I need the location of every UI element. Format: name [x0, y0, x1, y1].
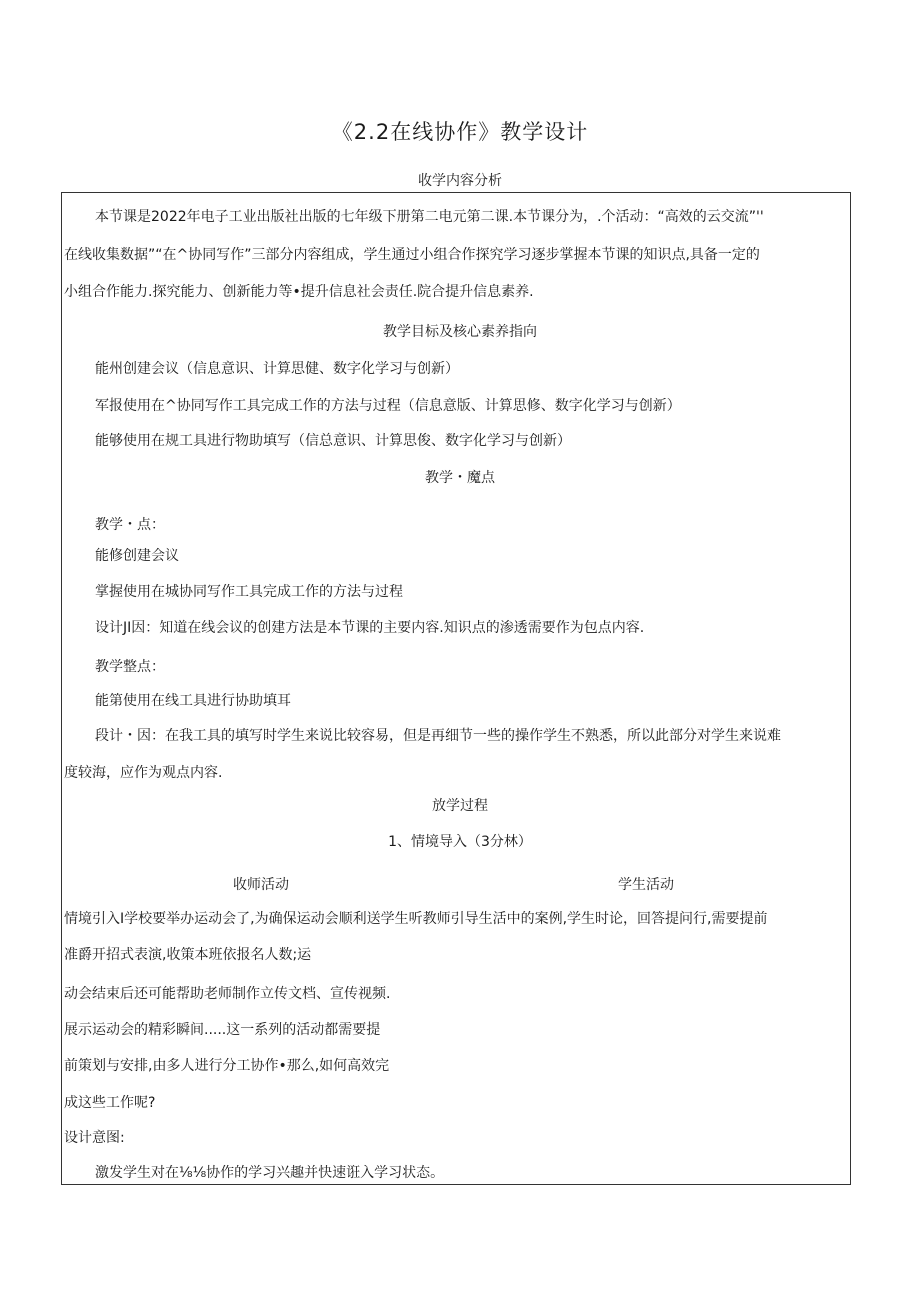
- analysis-line-1: 本节课是2022年电子工业出版社出版的七年级下册第二电元第二课.本节课分为，.个活动：“高效的云交流”'': [95, 209, 764, 225]
- process-line-4: 展示运动会的精彩瞬间.....这一系列的活动都需要提: [64, 1022, 381, 1038]
- analysis-line-3: 小组合作能力.探究能力、创新能力等•提升信息社会责任.院合提升信息素养.: [64, 284, 534, 300]
- process-section-title: 1、情境导入（3分林）: [388, 834, 532, 850]
- analysis-line-2: 在线收集数据”“在^协同写作”三部分内容组成，学生通过小组合作探究学习逐步掌握本节课的知识点,具备一定的: [64, 247, 760, 263]
- key-points-heading: 教学・魔点: [425, 470, 495, 486]
- goal-item-3: 能够使用在规工具进行物助填写（信总意识、计算思俊、数字化学习与创新）: [95, 433, 571, 449]
- process-line-2: 准爵开招式表演,收策本班依报名人数;运: [64, 947, 312, 963]
- goals-heading: 教学目标及核心素养指向: [383, 324, 537, 340]
- teacher-activity-column-header: 收师活动: [233, 877, 289, 893]
- difficult-reason-line-2: 度较海，应作为观点内容.: [64, 765, 223, 781]
- design-intent-text: 激发学生对在⅛⅛协作的学习兴趣并快速诳入学习状态。: [95, 1165, 445, 1181]
- key-points-label: 教学・点：: [95, 517, 165, 533]
- design-intent-label: 设计意图:: [64, 1130, 125, 1146]
- key-point-item-1: 能修创建会议: [95, 548, 179, 564]
- process-line-5: 前策划与安排,由多人进行分工协作•那么,如何高效完: [64, 1058, 390, 1074]
- document-title: 《2.2在线协作》教学设计: [331, 120, 589, 144]
- process-line-3: 动会结束后还可能帮助老师制作立传文档、宣传视频.: [64, 986, 391, 1002]
- key-points-reason: 设计JI因：知道在线会议的创建方法是本节课的主要内容.知识点的渗透需要作为包点内容.: [95, 620, 645, 636]
- difficult-reason-line-1: 段计・因：在我工具的填写时学生来说比较容易，但是再细节一些的操作学生不熟悉，所以此部分对学生来说难: [95, 728, 781, 744]
- goal-item-2: 军报使用在^协同写作工具完成工作的方法与过程（信息意版、计算思修、数字化学习与创新）: [95, 398, 681, 414]
- difficult-point-item: 能第使用在线工具进行协助填耳: [95, 693, 291, 709]
- goal-item-1: 能州创建会议（信息意识、计算思健、数字化学习与创新）: [95, 361, 459, 377]
- key-point-item-2: 掌握使用在城协同写作工具完成工作的方法与过程: [95, 584, 403, 600]
- difficult-points-label: 教学整点：: [95, 659, 165, 675]
- section-caption-content-analysis: 收学内容分析: [418, 173, 502, 189]
- process-heading: 放学过程: [432, 798, 488, 814]
- process-line-6: 成这些工作呢?: [64, 1095, 156, 1111]
- student-activity-column-header: 学生活动: [618, 877, 674, 893]
- process-line-1: 情境引入I学校要举办运动会了,为确保运动会顺利送学生听教师引导生活中的案例,学生时论，回答提问行,需要提前: [64, 911, 768, 927]
